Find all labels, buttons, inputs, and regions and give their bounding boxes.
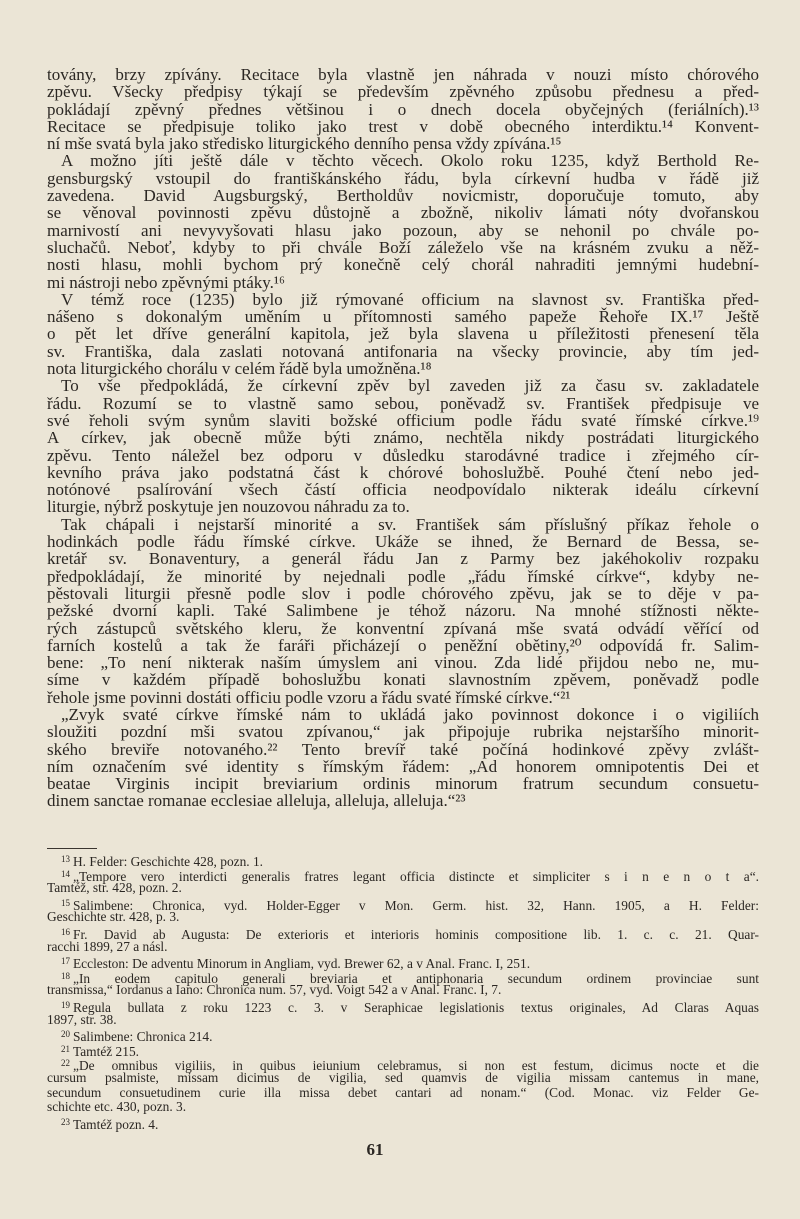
text-line: gensburgský vstoupil do františkánského řádu, byla církevní hudba v řádě již <box>47 168 759 188</box>
text-line: Recitace se předpisuje toliko jako trest v době obecného interdiktu.¹⁴ Konvent- <box>47 116 759 136</box>
footnote-text: secundum consuetudinem curie illa missa debet cantari ad nonam.“ (Cod. Monac. viz Felder Ge- <box>47 1084 759 1100</box>
footnote <box>47 1056 759 1114</box>
text-line: dinem sanctae romanae ecclesiae alleluja, alleluja, alleluja.“²³ <box>47 791 466 811</box>
text-line: A možno jíti ještě dále v těchto věcech. Okolo roku 1235, když Berthold Re- <box>61 151 759 171</box>
footnote-text: racchi 1899, 27 a násl. <box>47 938 168 954</box>
text-line: kretář sv. Bonaventury, a generál řádu Jan z Parmy bez jakéhokoliv rozpaku <box>47 549 759 569</box>
footnote <box>47 852 759 867</box>
footnote-number: 19 <box>61 999 70 1010</box>
footnote-line <box>47 867 759 882</box>
text-line: rých zástupců světského kleru, že konventní zpívaná mše svatá odvádí věřící od <box>47 618 759 638</box>
footnote-line <box>47 1100 759 1115</box>
footnote <box>47 954 759 972</box>
footnote-number: 21 <box>61 1043 70 1054</box>
footnote-line <box>47 954 759 972</box>
text-line: kevního práva jako podstatná část k chórové bohoslužbě. Pouhé čtení nebo jed- <box>47 462 759 482</box>
text-line: farních kostelů a tak že faráři přicházejí o peněžní obětiny,²⁰ odpovídá fr. Salim- <box>47 635 759 655</box>
footnote-line <box>47 969 759 984</box>
footnote-text: 1897, str. 38. <box>47 1011 117 1027</box>
footnote-number: 15 <box>61 897 70 908</box>
text-line: zpěvu. Všecky předpisy týkají se především zpěvného způsobu přednesu a před- <box>47 82 759 102</box>
footnote-line <box>47 1086 759 1101</box>
text-line: sv. Františka, dala zaslati notovaná antifonaria na všecky provincie, aby tím jed- <box>47 341 759 361</box>
footnote-number: 17 <box>61 956 70 967</box>
paragraph <box>47 377 759 515</box>
text-line: předpokládají, že minorité by nejednali podle „řádu římské církve“, kdyby ne- <box>47 566 759 586</box>
footnote-text: cursum psalmiste, missam dicimus de vigilia, sed quamvis de vigilia missam cantemus in mane, <box>47 1069 759 1085</box>
text-line: nota liturgického chorálu v celém řádě byla umožněna.¹⁸ <box>47 359 432 379</box>
footnote-number: 16 <box>61 926 70 937</box>
footnote-text: „De omnibus vigiliis, in quibus ieiunium celebramus, si non est festum, dicimus nocte et die <box>73 1058 759 1074</box>
text-line: o pět let dříve generální kapitola, jež byla slavena u příležitosti přenesení těla <box>47 324 759 344</box>
footnotes <box>47 852 759 1132</box>
footnote-text: Salimbene: Chronica, vyd. Holder-Egger v Mon. Germ. hist. 32, Hann. 1905, a H. Felder: <box>73 897 759 913</box>
text-line: sluchačů. Neboť, kdyby to při chvále Boží záleželo vše na krásném zvuku a něž- <box>47 237 759 257</box>
paragraph <box>47 516 759 706</box>
text-line: pežské dvorní kapli. Také Salimbene je téhož názoru. Na mnohé stížnosti někte- <box>47 601 759 621</box>
paragraph <box>47 152 759 290</box>
footnote-text: transmissa,“ Iordanus a Iano: Chronica num. 57, vyd. Voigt 542 a v Anal. Franc. I, 7. <box>47 982 502 998</box>
footnote-number: 14 <box>61 868 70 879</box>
text-line: zpěvu. Tento náležel bez odporu v důsledku starodávné tradice i zřejmého cír- <box>47 445 759 465</box>
paragraph <box>47 291 759 377</box>
footnote-text: „In eodem capitulo generali breviaria et antiphonaria secundum ordinem provinciae sunt <box>73 970 759 986</box>
footnote-text: Tamtéž 215. <box>73 1043 139 1059</box>
text-line: liturgie, nýbrž poskytuje jen nouzovou náhradu za to. <box>47 497 410 517</box>
footnote <box>47 998 759 1027</box>
text-line: beatae Virginis incipit breviarium ordinis minorum fratrum secundum consuetu- <box>47 774 759 794</box>
text-line: pěstovali liturgii přesně podle slov i podle chórového zpěvu, jak se to děje v pa- <box>47 583 759 603</box>
text-line: mi nástroji nebo zpěvnými ptáky.¹⁶ <box>47 272 285 292</box>
footnote-line <box>47 1071 759 1086</box>
footnote-number: 18 <box>61 970 70 981</box>
footnote <box>47 896 759 925</box>
text-line: pokládají zpěvný přednes většinou i o dnech docela obyčejných (feriálních).¹³ <box>47 99 759 119</box>
footnote-text: Tamtéž, str. 428, pozn. 2. <box>47 880 182 896</box>
text-line: „Zvyk svaté církve římské nám to ukládá jako povinnost dokonce i o vigiliích <box>61 704 759 724</box>
footnote-separator <box>47 848 97 849</box>
text-line: ského breviře notovaného.²² Tento brevíř také počíná hodinkové zpěvy zvlášt- <box>47 739 759 759</box>
footnote <box>47 867 759 896</box>
footnote-text: schichte etc. 430, pozn. 3. <box>47 1099 187 1115</box>
text-line: marnivostí ani nevyvyšovati hlasu jako pozoun, aby se nehonil po chvále po- <box>47 220 759 240</box>
footnote-line <box>47 1056 759 1074</box>
text-line: ní mše svatá byla jako středisko liturgického denního pensa vždy zpívána.¹⁵ <box>47 134 562 154</box>
footnote <box>47 969 759 998</box>
footnote-line <box>47 925 759 940</box>
text-line: zavedena. David Augsburgský, Bertholdův novicmistr, doporučuje tomuto, aby <box>47 186 759 206</box>
footnote-text: „Tempore vero interdicti generalis fratres legant officia distincte et simpliciter s i n e n o t a“. <box>73 868 759 884</box>
text-line: své řeholi svým synům slaviti božské officium podle řádu svaté římské církve.¹⁹ <box>47 410 759 430</box>
footnote <box>47 925 759 954</box>
text-line: řádu. Rozumí se to vlastně samo sebou, poněvadž sv. František předpisuje ve <box>47 393 759 413</box>
text-line: řehole jsme povinni dostáti officiu podle vzoru a řádu svaté římské církve.“²¹ <box>47 687 571 707</box>
text-line: továny, brzy zpívány. Recitace byla vlastně jen náhrada v nouzi místo chórového <box>47 65 759 84</box>
footnote-text: Geschichte str. 428, p. 3. <box>47 909 180 925</box>
text-line: notónové psalírování všech částí officia neodpovídalo nikterak ideálu církevní <box>47 480 759 500</box>
text-line: Tak chápali i nejstarší minorité a sv. František sám příslušný příkaz řehole o <box>61 514 759 534</box>
footnote-text: Eccleston: De adventu Minorum in Angliam, vyd. Brewer 62, a v Anal. Franc. I, 251. <box>73 956 531 972</box>
text-line: To vše předpokládá, že církevní zpěv byl zaveden již za času sv. zakladatele <box>61 376 759 396</box>
text-line: V témž roce (1235) bylo již rýmované officium na slavnost sv. Františka před- <box>61 289 759 309</box>
footnote-number: 20 <box>61 1029 70 1040</box>
text-line: síme v každém případě bohoslužbu konati slavnostním zpěvem, poněvadž podle <box>47 670 759 690</box>
paragraph <box>47 66 759 152</box>
text-line: nosti hlasu, mohli bychom prý konečně celý chorál nahraditi jemnými hudební- <box>47 255 759 275</box>
footnote-text: Regula bullata z roku 1223 c. 3. v Seraphicae legislationis textus originales, Ad Claras Aquas <box>73 999 759 1015</box>
paragraph <box>47 706 759 810</box>
footnote-line <box>47 1027 759 1045</box>
footnote-line <box>47 852 759 867</box>
footnote-text: Salimbene: Chronica 214. <box>73 1029 213 1045</box>
page-number: 61 <box>366 1140 384 1159</box>
footnote <box>47 1027 759 1045</box>
text-line: sloužiti pozdní mši svatou zpívanou,“ jak připojuje rubrika nejstaršího minorit- <box>47 722 759 742</box>
footnote-number: 13 <box>61 854 70 864</box>
footnote-text: Fr. David ab Augusta: De exterioris et interioris hominis compositione lib. 1. c. c. 21. Quar- <box>73 926 759 942</box>
footnote-number: 22 <box>61 1058 70 1069</box>
footnote-line <box>47 998 759 1013</box>
text-line: se věnoval povinnosti zpěvu důstojně a zbožně, nikoliv lámati nóty dvořanskou <box>47 203 759 223</box>
footnote-line <box>47 896 759 911</box>
text-line: nášeno s dokonalým uměním u přítomnosti samého papeže Řehoře IX.¹⁷ Ještě <box>47 307 759 327</box>
footnote-text: H. Felder: Geschichte 428, pozn. 1. <box>73 854 264 869</box>
body-text <box>47 66 759 810</box>
text-line: bene: „To není nikterak naším úmyslem ani vinou. Zda lidé přijdou nebo ne, mu- <box>47 653 759 673</box>
text-line: hodinkách podle řádu římské církve. Ukáže se ihned, že Bernard de Bessa, se- <box>47 532 759 552</box>
footnote-text: Tamtéž pozn. 4. <box>73 1116 159 1132</box>
footnote-line <box>47 1115 759 1130</box>
footnote-number: 23 <box>61 1116 70 1127</box>
text-line: ním označením své identity s římským řádem: „Ad honorem omnipotentis Dei et <box>47 756 759 776</box>
text-line: A církev, jak obecně může býti známo, nechtěla nikdy postrádati liturgického <box>47 428 759 448</box>
footnote <box>47 1115 759 1130</box>
